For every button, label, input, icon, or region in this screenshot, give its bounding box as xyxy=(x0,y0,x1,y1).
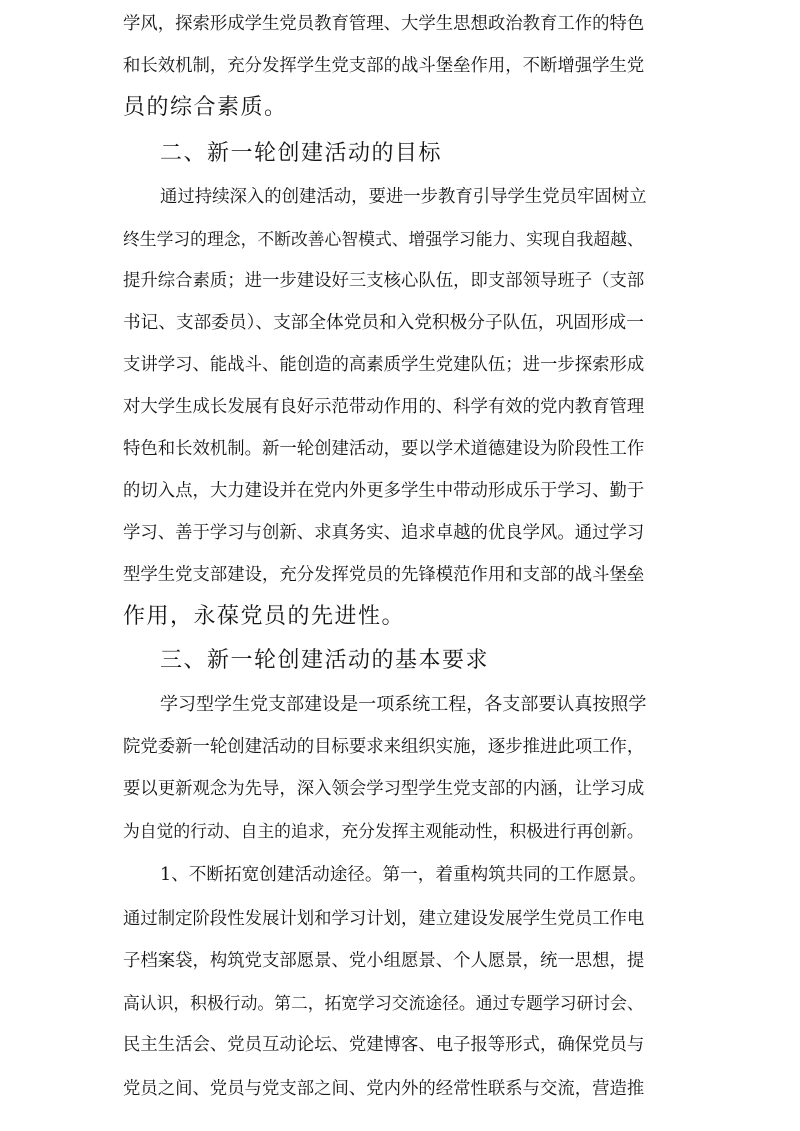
text-line xyxy=(0,597,800,637)
line-text: 和长效机制，充分发挥学生党支部的战斗堡垒作用，不断增强学生党 xyxy=(123,56,645,76)
line-text: 学习型学生党支部建设是一项系统工程，各支部要认真按照学 xyxy=(160,694,647,715)
line-text: 子档案袋，构筑党支部愿景、党小组愿景、个人愿景，统一思想，提 xyxy=(123,951,645,971)
text-line xyxy=(0,811,800,851)
line-text: 型学生党支部建设，充分发挥党员的先锋模范作用和支部的战斗堡垒 xyxy=(123,565,645,585)
text-line xyxy=(0,983,800,1023)
line-text: 学习、善于学习与创新、求真务实、追求卓越的优良学风。通过学习 xyxy=(123,523,645,543)
line-text: 书记、支部委员）、支部全体党员和入党积极分子队伍，巩固形成一 xyxy=(123,313,644,333)
line-text: 终生学习的理念，不断改善心智模式、增强学习能力、实现自我超越、 xyxy=(123,229,644,249)
line-text: 通过制定阶段性发展计划和学习计划，建立建设发展学生党员工作电 xyxy=(123,909,645,929)
line-text: 支讲学习、能战斗、能创造的高素质学生党建队伍；进一步探索形成 xyxy=(123,355,645,375)
text-line xyxy=(0,899,800,939)
text-line xyxy=(0,727,800,767)
text-line xyxy=(0,4,800,44)
text-line xyxy=(0,1069,800,1109)
text-line xyxy=(0,387,800,427)
text-line xyxy=(0,303,800,343)
line-text: 高认识，积极行动。第二，拓宽学习交流途径。通过专题学习研讨会、 xyxy=(123,993,644,1013)
text-line xyxy=(0,88,800,128)
line-text: 通过持续深入的创建活动，要进一步教育引导学生党员牢固树立 xyxy=(160,187,647,207)
heading-text: 三、新一轮创建活动的基本要求 xyxy=(160,648,490,673)
text-line xyxy=(0,261,800,301)
line-text: 院党委新一轮创建活动的目标要求来组织实施，逐步推进此项工作， xyxy=(123,737,645,757)
line-text: 作用，永葆党员的先进性。 xyxy=(123,604,406,629)
heading-text: 二、新一轮创建活动的目标 xyxy=(160,141,443,166)
text-line xyxy=(0,219,800,259)
line-text: 的切入点，大力建设并在党内外更多学生中带动形成乐于学习、勤于 xyxy=(123,481,645,501)
line-text: 为自觉的行动、自主的追求，充分发挥主观能动性，积极进行再创新。 xyxy=(123,821,644,841)
line-text: 1、不断拓宽创建活动途径。第一，着重构筑共同的工作愿景。 xyxy=(160,865,647,885)
line-text: 员的综合素质。 xyxy=(123,95,288,120)
line-text: 学风，探索形成学生党员教育管理、大学生思想政治教育工作的特色 xyxy=(123,14,645,34)
line-text: 特色和长效机制。新一轮创建活动，要以学术道德建设为阶段性工作 xyxy=(123,439,645,459)
text-line xyxy=(0,429,800,469)
line-text: 党员之间、党员与党支部之间、党内外的经常性联系与交流，营造推 xyxy=(123,1079,645,1099)
text-line xyxy=(0,345,800,385)
section-heading xyxy=(0,134,800,174)
text-line xyxy=(0,1025,800,1065)
text-line xyxy=(0,177,800,217)
text-line xyxy=(0,769,800,809)
text-line xyxy=(0,941,800,981)
text-line xyxy=(0,555,800,595)
section-heading xyxy=(0,641,800,681)
text-line xyxy=(0,471,800,511)
line-text: 要以更新观念为先导，深入领会学习型学生党支部的内涵，让学习成 xyxy=(123,779,645,799)
line-text: 提升综合素质；进一步建设好三支核心队伍，即支部领导班子（支部 xyxy=(123,271,645,291)
text-line xyxy=(0,855,800,895)
text-line xyxy=(0,685,800,725)
text-line xyxy=(0,513,800,553)
line-text: 对大学生成长发展有良好示范带动作用的、科学有效的党内教育管理 xyxy=(123,397,645,417)
text-line xyxy=(0,46,800,86)
line-text: 民主生活会、党员互动论坛、党建博客、电子报等形式，确保党员与 xyxy=(123,1035,645,1055)
